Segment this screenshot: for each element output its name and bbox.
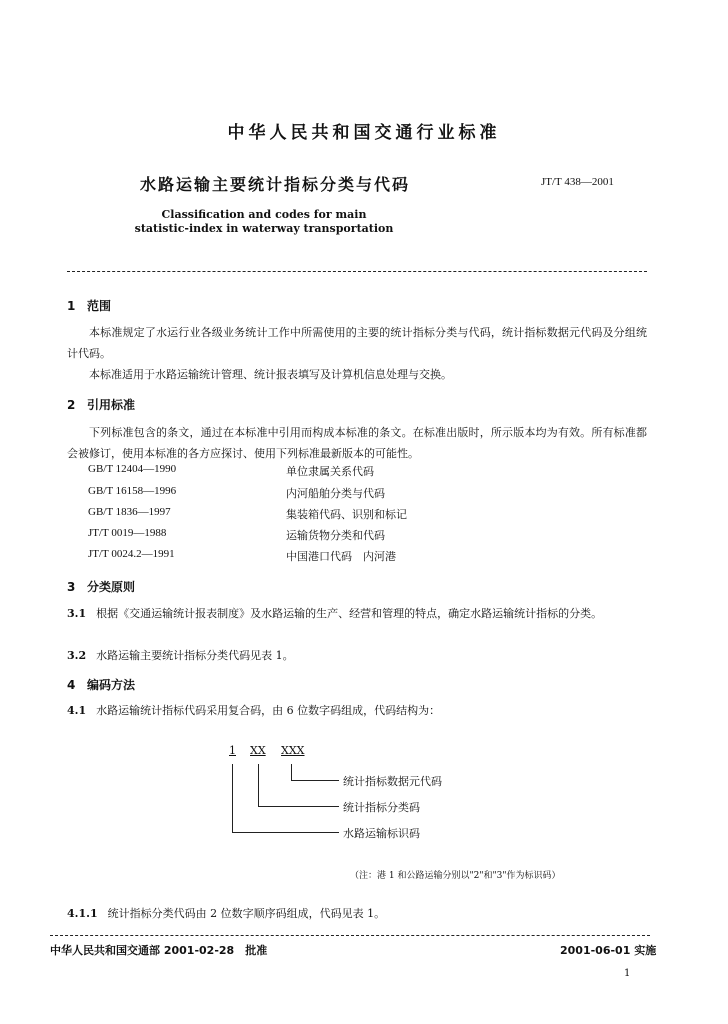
diagram-label-3: 水路运输标识码 xyxy=(343,827,420,840)
standard-category-title: 中华人民共和国交通行业标准 xyxy=(227,123,501,143)
page-number: 1 xyxy=(624,968,631,979)
connector-line xyxy=(232,764,233,832)
diagram-label-1: 统计指标数据元代码 xyxy=(343,775,442,788)
reference-code: JT/T 0019—1988 xyxy=(88,527,167,539)
clause-text: 水路运输统计指标代码采用复合码，由 6 位数字码组成，代码结构为： xyxy=(96,704,441,717)
section-title: 分类原则 xyxy=(87,580,136,594)
reference-name: 运输货物分类和代码 xyxy=(286,529,385,542)
connector-line xyxy=(258,764,259,806)
section-1-paragraph-2: 本标准适用于水路运输统计管理、统计报表填写及计算机信息处理与交换。 xyxy=(89,368,452,381)
connector-line xyxy=(258,806,339,807)
reference-name: 单位隶属关系代码 xyxy=(286,465,374,478)
clause-3-1 xyxy=(67,603,647,624)
header-divider xyxy=(67,271,647,272)
reference-code: GB/T 12404—1990 xyxy=(88,463,177,475)
clause-3-2 xyxy=(67,645,647,666)
section-4-heading xyxy=(67,676,135,693)
diagram-label-2: 统计指标分类码 xyxy=(343,801,420,814)
english-title-line2: statistic-index in waterway transportation xyxy=(134,222,394,235)
document-title: 水路运输主要统计指标分类与代码 xyxy=(140,175,411,194)
section-title: 引用标准 xyxy=(87,398,136,412)
document-code: JT/T 438—2001 xyxy=(541,176,614,188)
clause-4-1-1 xyxy=(67,903,647,924)
clause-text: 根据《交通运输统计报表制度》及水路运输的生产、经营和管理的特点，确定水路运输统计指标的分类。 xyxy=(96,607,603,620)
implementation-date: 2001-06-01 实施 xyxy=(560,944,657,957)
section-number: 3 xyxy=(67,580,76,594)
section-title: 编码方法 xyxy=(87,678,136,692)
clause-number: 3.2 xyxy=(67,649,87,662)
reference-name: 集装箱代码、识别和标记 xyxy=(286,508,407,521)
section-number: 1 xyxy=(67,299,76,313)
connector-line xyxy=(291,764,292,780)
footer-divider xyxy=(50,935,650,936)
section-1-heading xyxy=(67,297,111,314)
diagram-digit-1: 1 xyxy=(229,744,236,757)
section-2-paragraph-1: 下列标准包含的条文，通过在本标准中引用而构成本标准的条文。在标准出版时，所示版本均为有效。所有标准都会被修订，使用本标准的各方应探讨、使用下列标准最新版本的可能性。 xyxy=(67,426,647,460)
clause-text: 水路运输主要统计指标分类代码见表 1。 xyxy=(96,649,294,662)
section-number: 4 xyxy=(67,678,76,692)
clause-text: 统计指标分类代码由 2 位数字顺序码组成，代码见表 1。 xyxy=(107,907,386,920)
english-title-line1: Classification and codes for main xyxy=(161,208,367,221)
clause-number: 4.1 xyxy=(67,704,87,717)
section-1-paragraph-1: 本标准规定了水运行业各级业务统计工作中所需使用的主要的统计指标分类与代码，统计指标数据元代码及分组统计代码。 xyxy=(67,326,647,360)
diagram-note: （注：港 1 和公路运输分别以"2"和"3"作为标识码） xyxy=(350,871,561,881)
reference-code: GB/T 1836—1997 xyxy=(88,506,171,518)
clause-number: 3.1 xyxy=(67,607,87,620)
clause-number: 4.1.1 xyxy=(67,907,98,920)
section-number: 2 xyxy=(67,398,76,412)
reference-code: GB/T 16158—1996 xyxy=(88,485,177,497)
diagram-digit-3: XXX xyxy=(281,744,305,757)
diagram-digit-2: XX xyxy=(250,744,266,757)
reference-code: JT/T 0024.2—1991 xyxy=(88,548,175,560)
section-title: 范围 xyxy=(87,299,112,313)
connector-line xyxy=(291,780,339,781)
connector-line xyxy=(232,832,339,833)
clause-4-1 xyxy=(67,700,647,721)
approval-info: 中华人民共和国交通部 2001-02-28 批准 xyxy=(50,944,268,957)
section-2-heading xyxy=(67,396,135,413)
section-3-heading xyxy=(67,578,135,595)
reference-name: 内河船舶分类与代码 xyxy=(286,487,385,500)
reference-name: 中国港口代码 内河港 xyxy=(286,550,396,563)
